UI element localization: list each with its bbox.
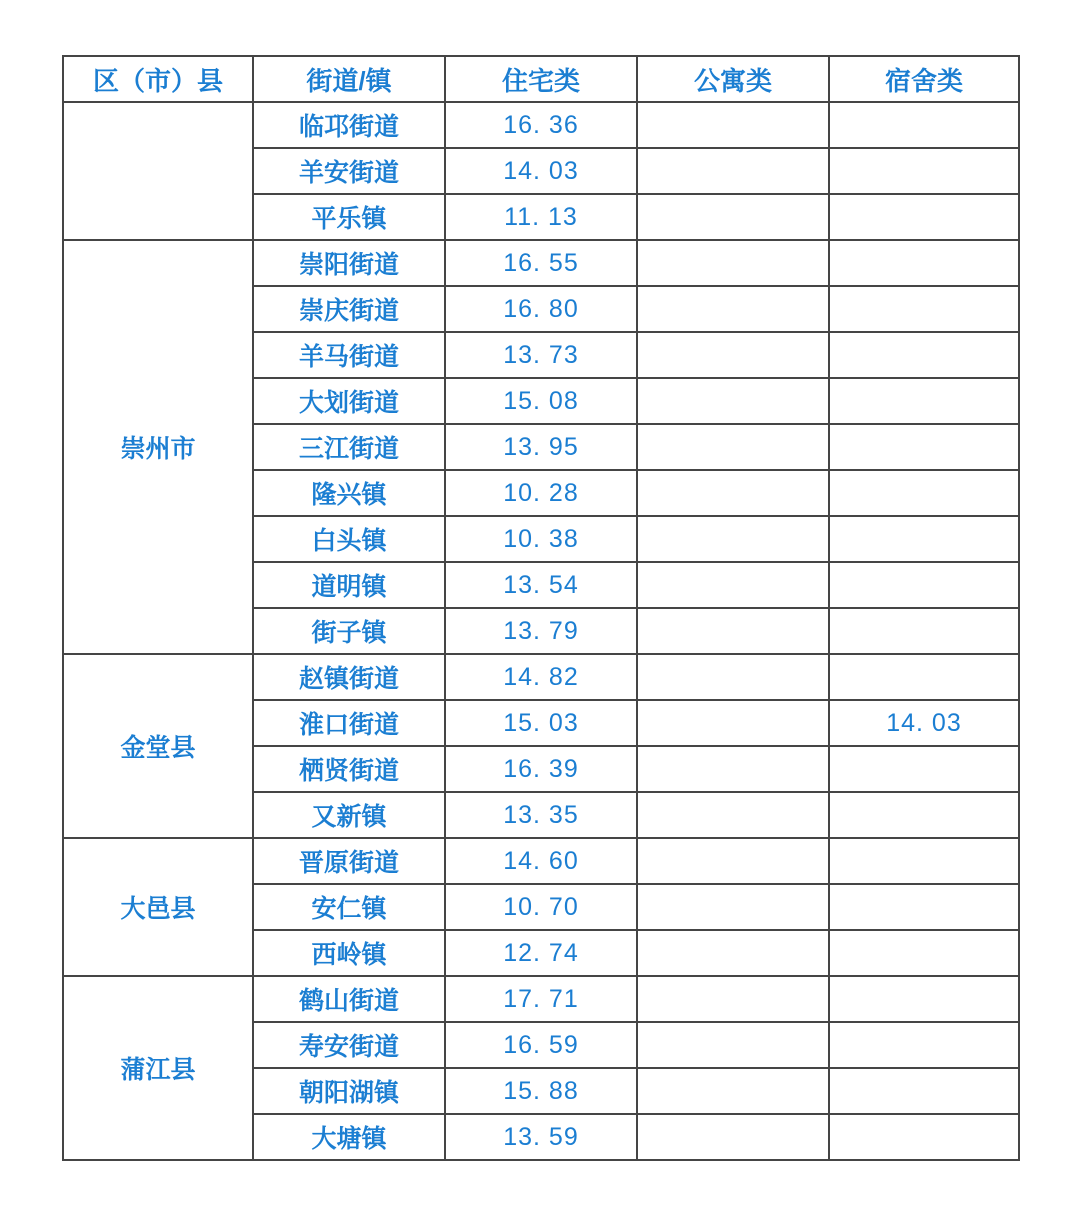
street-cell: 临邛街道 xyxy=(253,102,445,148)
dormitory-cell xyxy=(829,424,1019,470)
apartment-cell xyxy=(637,746,829,792)
street-cell: 羊安街道 xyxy=(253,148,445,194)
apartment-cell xyxy=(637,332,829,378)
table-body xyxy=(63,102,1019,1160)
apartment-cell xyxy=(637,838,829,884)
residential-cell: 10. 28 xyxy=(445,470,637,516)
street-cell: 朝阳湖镇 xyxy=(253,1068,445,1114)
residential-cell: 16. 59 xyxy=(445,1022,637,1068)
residential-cell: 13. 73 xyxy=(445,332,637,378)
dormitory-cell: 14. 03 xyxy=(829,700,1019,746)
residential-cell: 11. 13 xyxy=(445,194,637,240)
dormitory-cell xyxy=(829,102,1019,148)
table-row xyxy=(63,240,1019,286)
dormitory-cell xyxy=(829,792,1019,838)
dormitory-cell xyxy=(829,378,1019,424)
street-cell: 安仁镇 xyxy=(253,884,445,930)
street-cell: 淮口街道 xyxy=(253,700,445,746)
street-cell: 白头镇 xyxy=(253,516,445,562)
header-residential: 住宅类 xyxy=(445,56,637,102)
street-cell: 隆兴镇 xyxy=(253,470,445,516)
dormitory-cell xyxy=(829,194,1019,240)
district-cell: 大邑县 xyxy=(63,838,253,976)
street-cell: 道明镇 xyxy=(253,562,445,608)
apartment-cell xyxy=(637,654,829,700)
header-row xyxy=(63,56,1019,102)
street-cell: 寿安街道 xyxy=(253,1022,445,1068)
dormitory-cell xyxy=(829,1022,1019,1068)
apartment-cell xyxy=(637,700,829,746)
apartment-cell xyxy=(637,148,829,194)
table-row xyxy=(63,838,1019,884)
apartment-cell xyxy=(637,470,829,516)
residential-cell: 16. 80 xyxy=(445,286,637,332)
apartment-cell xyxy=(637,792,829,838)
dormitory-cell xyxy=(829,930,1019,976)
apartment-cell xyxy=(637,884,829,930)
dormitory-cell xyxy=(829,332,1019,378)
residential-cell: 14. 60 xyxy=(445,838,637,884)
street-cell: 又新镇 xyxy=(253,792,445,838)
apartment-cell xyxy=(637,378,829,424)
residential-cell: 16. 36 xyxy=(445,102,637,148)
header-district: 区（市）县 xyxy=(63,56,253,102)
street-cell: 栖贤街道 xyxy=(253,746,445,792)
residential-cell: 12. 74 xyxy=(445,930,637,976)
dormitory-cell xyxy=(829,976,1019,1022)
residential-cell: 15. 08 xyxy=(445,378,637,424)
street-cell: 鹤山街道 xyxy=(253,976,445,1022)
table-row xyxy=(63,654,1019,700)
residential-cell: 13. 95 xyxy=(445,424,637,470)
street-cell: 晋原街道 xyxy=(253,838,445,884)
apartment-cell xyxy=(637,424,829,470)
street-cell: 大划街道 xyxy=(253,378,445,424)
dormitory-cell xyxy=(829,562,1019,608)
residential-cell: 14. 03 xyxy=(445,148,637,194)
street-cell: 平乐镇 xyxy=(253,194,445,240)
dormitory-cell xyxy=(829,838,1019,884)
apartment-cell xyxy=(637,976,829,1022)
residential-cell: 16. 39 xyxy=(445,746,637,792)
street-cell: 大塘镇 xyxy=(253,1114,445,1160)
residential-cell: 13. 59 xyxy=(445,1114,637,1160)
apartment-cell xyxy=(637,1022,829,1068)
residential-cell: 13. 54 xyxy=(445,562,637,608)
residential-cell: 15. 88 xyxy=(445,1068,637,1114)
apartment-cell xyxy=(637,286,829,332)
dormitory-cell xyxy=(829,516,1019,562)
residential-cell: 13. 79 xyxy=(445,608,637,654)
apartment-cell xyxy=(637,608,829,654)
street-cell: 崇阳街道 xyxy=(253,240,445,286)
street-cell: 羊马街道 xyxy=(253,332,445,378)
apartment-cell xyxy=(637,930,829,976)
dormitory-cell xyxy=(829,884,1019,930)
table-row xyxy=(63,102,1019,148)
table-row xyxy=(63,976,1019,1022)
apartment-cell xyxy=(637,562,829,608)
header-dormitory: 宿舍类 xyxy=(829,56,1019,102)
district-cell: 崇州市 xyxy=(63,240,253,654)
residential-cell: 14. 82 xyxy=(445,654,637,700)
residential-cell: 15. 03 xyxy=(445,700,637,746)
dormitory-cell xyxy=(829,470,1019,516)
dormitory-cell xyxy=(829,1114,1019,1160)
street-cell: 三江街道 xyxy=(253,424,445,470)
apartment-cell xyxy=(637,516,829,562)
district-cell: 金堂县 xyxy=(63,654,253,838)
residential-cell: 16. 55 xyxy=(445,240,637,286)
apartment-cell xyxy=(637,1114,829,1160)
dormitory-cell xyxy=(829,654,1019,700)
residential-cell: 13. 35 xyxy=(445,792,637,838)
apartment-cell xyxy=(637,194,829,240)
header-apartment: 公寓类 xyxy=(637,56,829,102)
residential-cell: 10. 38 xyxy=(445,516,637,562)
apartment-cell xyxy=(637,1068,829,1114)
apartment-cell xyxy=(637,102,829,148)
district-cell xyxy=(63,102,253,240)
dormitory-cell xyxy=(829,240,1019,286)
dormitory-cell xyxy=(829,608,1019,654)
district-cell: 蒲江县 xyxy=(63,976,253,1160)
dormitory-cell xyxy=(829,746,1019,792)
street-cell: 街子镇 xyxy=(253,608,445,654)
street-cell: 西岭镇 xyxy=(253,930,445,976)
residential-cell: 10. 70 xyxy=(445,884,637,930)
street-cell: 赵镇街道 xyxy=(253,654,445,700)
dormitory-cell xyxy=(829,286,1019,332)
dormitory-cell xyxy=(829,148,1019,194)
apartment-cell xyxy=(637,240,829,286)
residential-cell: 17. 71 xyxy=(445,976,637,1022)
dormitory-cell xyxy=(829,1068,1019,1114)
street-cell: 崇庆街道 xyxy=(253,286,445,332)
price-table xyxy=(62,55,1020,1161)
header-street: 街道/镇 xyxy=(253,56,445,102)
